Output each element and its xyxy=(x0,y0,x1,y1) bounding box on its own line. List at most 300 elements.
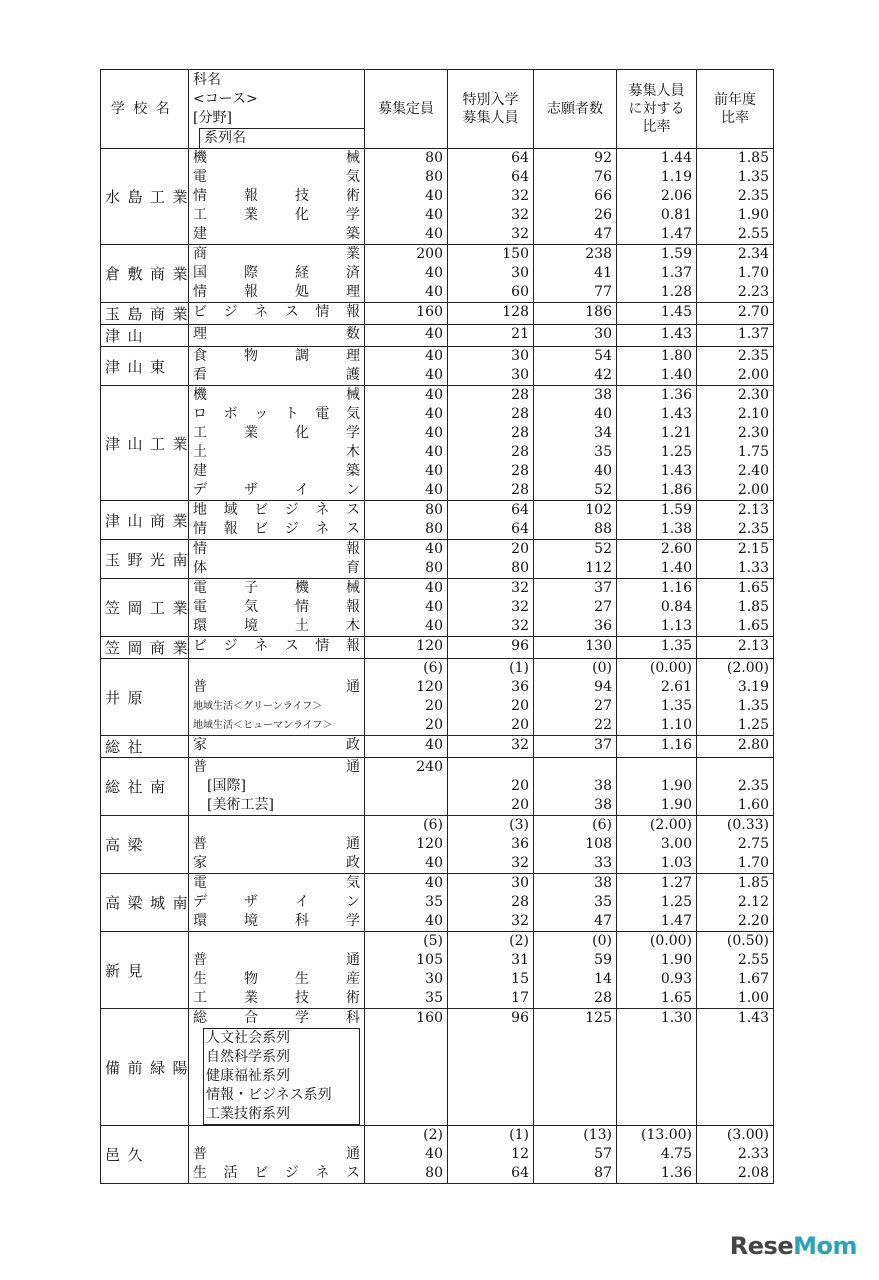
col-sp xyxy=(448,816,534,874)
cell-value: 1.25 xyxy=(660,894,692,910)
course-name xyxy=(193,816,360,835)
cell-value xyxy=(621,1066,692,1085)
course-name: 電 気 xyxy=(193,875,360,891)
cell-value: (2) xyxy=(509,933,529,949)
cell-value: 12 xyxy=(511,1146,529,1162)
cell-value: 1.36 xyxy=(660,387,692,403)
cell-value: 2.35 xyxy=(737,778,769,794)
cell-value xyxy=(701,758,769,777)
header-course-course: <コース> xyxy=(193,90,258,107)
col-app xyxy=(534,501,617,540)
cell-value: 64 xyxy=(511,1165,529,1181)
cell-value: 37 xyxy=(594,737,612,753)
col-prev xyxy=(697,325,774,347)
school-name: 高梁 xyxy=(101,816,189,874)
col-app xyxy=(534,149,617,245)
course-cell xyxy=(189,245,365,303)
cell-value: 88 xyxy=(594,521,612,537)
col-app xyxy=(534,386,617,501)
table-row xyxy=(101,501,774,540)
table-row xyxy=(101,149,774,245)
cell-value: 40 xyxy=(425,367,443,383)
cell-value: 1.19 xyxy=(660,169,692,185)
cell-value: 80 xyxy=(425,1165,443,1181)
table-row xyxy=(101,1126,774,1184)
cell-value xyxy=(621,1028,692,1047)
col-sp xyxy=(448,1126,534,1184)
cell-value: 1.16 xyxy=(660,737,692,753)
col-prev xyxy=(697,386,774,501)
course-name: 普 通 xyxy=(193,759,360,775)
course-name: 健康福祉系列 xyxy=(206,1068,290,1084)
cell-value: 150 xyxy=(502,246,529,262)
cell-value xyxy=(538,1047,612,1066)
cell-value: (5) xyxy=(423,933,443,949)
cell-value xyxy=(701,1085,769,1104)
cell-value: 2.13 xyxy=(737,502,769,518)
col-app xyxy=(534,579,617,637)
cell-value: 30 xyxy=(511,265,529,281)
cell-value xyxy=(452,1028,529,1047)
cell-value xyxy=(621,758,692,777)
col-app xyxy=(534,874,617,932)
col-app xyxy=(534,736,617,758)
col-ratio xyxy=(617,540,697,579)
cell-value: 80 xyxy=(425,169,443,185)
cell-value: 1.70 xyxy=(737,265,769,281)
cell-value: 40 xyxy=(425,463,443,479)
col-ratio xyxy=(617,1009,697,1126)
course-name: 総 合 学 科 xyxy=(193,1010,360,1026)
col-sp xyxy=(448,932,534,1009)
cell-value: 2.13 xyxy=(737,638,769,654)
course-name: 工 業 技 術 xyxy=(193,990,360,1006)
col-ratio xyxy=(617,758,697,816)
col-ratio xyxy=(617,637,697,659)
cell-value: 47 xyxy=(594,913,612,929)
course-name: 環 境 土 木 xyxy=(193,618,360,634)
col-cap xyxy=(365,1126,448,1184)
col-cap xyxy=(365,816,448,874)
cell-value xyxy=(452,1104,529,1123)
cell-value: 1.90 xyxy=(660,952,692,968)
cell-value xyxy=(701,1066,769,1085)
table-row xyxy=(101,659,774,736)
cell-value: (2.00) xyxy=(726,660,769,676)
cell-value xyxy=(538,1066,612,1085)
header-ratio xyxy=(617,70,697,149)
col-ratio xyxy=(617,325,697,347)
col-app xyxy=(534,325,617,347)
cell-value: 40 xyxy=(425,580,443,596)
cell-value: 1.59 xyxy=(660,502,692,518)
cell-value: 80 xyxy=(425,560,443,576)
cell-value xyxy=(538,1028,612,1047)
col-sp xyxy=(448,245,534,303)
course-cell xyxy=(189,874,365,932)
cell-value: 2.60 xyxy=(660,541,692,557)
cell-value: 40 xyxy=(425,265,443,281)
course-name: 建 築 xyxy=(193,226,360,242)
course-name: 食 物 調 理 xyxy=(193,348,360,364)
cell-value: 42 xyxy=(594,367,612,383)
table-row xyxy=(101,579,774,637)
col-cap xyxy=(365,386,448,501)
col-sp xyxy=(448,579,534,637)
course-cell xyxy=(189,149,365,245)
header-row xyxy=(101,70,774,149)
cell-value: 2.12 xyxy=(737,894,769,910)
cell-value: 1.35 xyxy=(737,698,769,714)
cell-value: 2.00 xyxy=(737,367,769,383)
cell-value: 1.25 xyxy=(660,444,692,460)
col-app xyxy=(534,637,617,659)
col-prev xyxy=(697,637,774,659)
cell-value: 2.35 xyxy=(737,348,769,364)
col-prev xyxy=(697,245,774,303)
cell-value: 30 xyxy=(425,971,443,987)
cell-value: 1.16 xyxy=(660,580,692,596)
cell-value: 186 xyxy=(585,304,612,320)
cell-value: 32 xyxy=(511,226,529,242)
cell-value: 80 xyxy=(425,150,443,166)
col-prev xyxy=(697,501,774,540)
school-name: 玉島商業 xyxy=(101,303,189,325)
cell-value: 0.93 xyxy=(660,971,692,987)
cell-value: 80 xyxy=(511,560,529,576)
course-cell xyxy=(189,303,365,325)
cell-value: 40 xyxy=(425,348,443,364)
cell-value: 2.35 xyxy=(737,188,769,204)
cell-value: 40 xyxy=(425,599,443,615)
course-cell xyxy=(189,736,365,758)
cell-value: 17 xyxy=(511,990,529,1006)
course-name: 建 築 xyxy=(193,463,360,479)
cell-value xyxy=(701,1028,769,1047)
cell-value: 33 xyxy=(594,855,612,871)
cell-value: 4.75 xyxy=(660,1146,692,1162)
col-cap xyxy=(365,637,448,659)
resemom-logo xyxy=(730,1232,857,1260)
col-cap xyxy=(365,540,448,579)
cell-value: 32 xyxy=(511,737,529,753)
school-name: 新見 xyxy=(101,932,189,1009)
course-name: ビ ジ ネ ス 情 報 xyxy=(193,638,360,654)
cell-value: 1.43 xyxy=(660,326,692,342)
school-name: 笠岡商業 xyxy=(101,637,189,659)
cell-value: (0.00) xyxy=(649,660,692,676)
header-special-1: 特別入学 xyxy=(462,92,519,108)
table-row xyxy=(101,758,774,816)
cell-value: 1.37 xyxy=(660,265,692,281)
school-name: 津山商業 xyxy=(101,501,189,540)
header-applicants: 志願者数 xyxy=(534,70,617,149)
course-name: 普 通 xyxy=(193,836,360,852)
col-app xyxy=(534,303,617,325)
col-cap xyxy=(365,932,448,1009)
cell-value: (13) xyxy=(583,1127,612,1143)
cell-value: 2.55 xyxy=(737,952,769,968)
cell-value: 40 xyxy=(425,444,443,460)
cell-value: 112 xyxy=(585,560,612,576)
cell-value: 32 xyxy=(511,618,529,634)
col-ratio xyxy=(617,347,697,386)
table-row xyxy=(101,303,774,325)
cell-value: 1.43 xyxy=(660,406,692,422)
cell-value: 32 xyxy=(511,188,529,204)
cell-value: 1.28 xyxy=(660,284,692,300)
cell-value: 28 xyxy=(511,425,529,441)
cell-value: 2.20 xyxy=(737,913,769,929)
cell-value: 1.86 xyxy=(660,482,692,498)
course-name: 情 報 処 理 xyxy=(193,284,360,300)
cell-value: 1.65 xyxy=(737,618,769,634)
course-cell xyxy=(189,579,365,637)
cell-value: 94 xyxy=(594,679,612,695)
cell-value: 2.08 xyxy=(737,1165,769,1181)
school-name: 津山 xyxy=(101,325,189,347)
table-row xyxy=(101,637,774,659)
col-ratio xyxy=(617,245,697,303)
cell-value: 92 xyxy=(594,150,612,166)
cell-value: 1.80 xyxy=(660,348,692,364)
course-name: 人文社会系列 xyxy=(206,1030,290,1046)
col-ratio xyxy=(617,501,697,540)
course-cell xyxy=(189,758,365,816)
col-prev xyxy=(697,816,774,874)
cell-value: (3.00) xyxy=(726,1127,769,1143)
cell-value: 1.65 xyxy=(660,990,692,1006)
cell-value: 40 xyxy=(425,482,443,498)
course-name: 工業技術系列 xyxy=(206,1106,290,1122)
cell-value: 31 xyxy=(511,952,529,968)
cell-value: 1.90 xyxy=(737,207,769,223)
col-prev xyxy=(697,303,774,325)
cell-value: 30 xyxy=(511,367,529,383)
table-row xyxy=(101,932,774,1009)
course-name: 国 際 経 済 xyxy=(193,265,360,281)
course-name: 情報・ビジネス系列 xyxy=(206,1087,332,1103)
cell-value: 96 xyxy=(511,638,529,654)
col-sp xyxy=(448,659,534,736)
cell-value: 1.10 xyxy=(660,717,692,733)
col-sp xyxy=(448,325,534,347)
course-name xyxy=(193,1126,360,1145)
col-cap xyxy=(365,659,448,736)
cell-value: 27 xyxy=(594,698,612,714)
cell-value: 1.47 xyxy=(660,226,692,242)
cell-value: 1.40 xyxy=(660,560,692,576)
cell-value: 20 xyxy=(511,698,529,714)
col-cap xyxy=(365,303,448,325)
cell-value: 28 xyxy=(511,387,529,403)
cell-value: 1.85 xyxy=(737,150,769,166)
school-name: 水島工業 xyxy=(101,149,189,245)
cell-value: 40 xyxy=(594,406,612,422)
header-course xyxy=(189,70,365,149)
cell-value: 32 xyxy=(511,580,529,596)
cell-value: 36 xyxy=(594,618,612,634)
school-name: 津山東 xyxy=(101,347,189,386)
header-course-name: 科名 xyxy=(193,71,221,88)
col-cap xyxy=(365,245,448,303)
col-sp xyxy=(448,736,534,758)
cell-value: 32 xyxy=(511,913,529,929)
course-name: 生 物 生 産 xyxy=(193,971,360,987)
table-row xyxy=(101,347,774,386)
course-name: 普 通 xyxy=(193,1146,360,1162)
col-prev xyxy=(697,1009,774,1126)
cell-value: (0) xyxy=(592,660,612,676)
course-name: 自然科学系列 xyxy=(206,1049,290,1065)
course-name: デ ザ イ ン xyxy=(193,894,360,910)
cell-value: 32 xyxy=(511,207,529,223)
col-ratio xyxy=(617,386,697,501)
course-cell xyxy=(189,637,365,659)
cell-value: 87 xyxy=(594,1165,612,1181)
cell-value: 14 xyxy=(594,971,612,987)
course-name: 電 気 情 報 xyxy=(193,599,360,615)
cell-value: 1.47 xyxy=(660,913,692,929)
cell-value: 2.33 xyxy=(737,1146,769,1162)
table-body xyxy=(101,149,774,1184)
cell-value: 120 xyxy=(416,679,443,695)
course-name: 体 育 xyxy=(193,560,360,576)
cell-value: 36 xyxy=(511,679,529,695)
cell-value: 34 xyxy=(594,425,612,441)
cell-value: 20 xyxy=(511,541,529,557)
cell-value: 3.00 xyxy=(660,836,692,852)
cell-value: (6) xyxy=(592,817,612,833)
course-name: 普 通 xyxy=(193,952,360,968)
cell-value: (2.00) xyxy=(649,817,692,833)
header-prev-2: 比率 xyxy=(721,110,749,126)
col-cap xyxy=(365,149,448,245)
cell-value: 1.13 xyxy=(660,618,692,634)
course-name: 理 数 xyxy=(193,326,360,342)
col-cap xyxy=(365,1009,448,1126)
cell-value: (2) xyxy=(423,1127,443,1143)
cell-value: 1.27 xyxy=(660,875,692,891)
course-name xyxy=(193,659,360,678)
cell-value: 54 xyxy=(594,348,612,364)
cell-value: 160 xyxy=(416,304,443,320)
cell-value: 38 xyxy=(594,875,612,891)
series-list xyxy=(203,1028,360,1125)
cell-value: 1.90 xyxy=(660,797,692,813)
cell-value: 0.84 xyxy=(660,599,692,615)
cell-value: 0.81 xyxy=(660,207,692,223)
col-prev xyxy=(697,579,774,637)
cell-value: 2.80 xyxy=(737,737,769,753)
school-name: 玉野光南 xyxy=(101,540,189,579)
col-sp xyxy=(448,874,534,932)
cell-value: 40 xyxy=(425,326,443,342)
cell-value: 28 xyxy=(511,406,529,422)
cell-value xyxy=(369,1028,443,1047)
course-name: 工 業 化 学 xyxy=(193,207,360,223)
cell-value: 105 xyxy=(416,952,443,968)
cell-value: 28 xyxy=(511,463,529,479)
cell-value: 1.00 xyxy=(737,990,769,1006)
cell-value: 125 xyxy=(585,1010,612,1026)
cell-value: 2.40 xyxy=(737,463,769,479)
cell-value: 40 xyxy=(425,541,443,557)
header-ratio-3: 比率 xyxy=(642,119,671,135)
cell-value xyxy=(452,1066,529,1085)
cell-value: 52 xyxy=(594,541,612,557)
cell-value xyxy=(538,758,612,777)
cell-value: 1.25 xyxy=(737,717,769,733)
cell-value: 40 xyxy=(425,188,443,204)
course-name xyxy=(193,932,360,951)
school-name: 総社南 xyxy=(101,758,189,816)
cell-value: 20 xyxy=(425,698,443,714)
col-sp xyxy=(448,149,534,245)
col-ratio xyxy=(617,874,697,932)
col-prev xyxy=(697,758,774,816)
cell-value: 40 xyxy=(425,207,443,223)
cell-value: 40 xyxy=(425,425,443,441)
course-cell xyxy=(189,540,365,579)
col-app xyxy=(534,932,617,1009)
cell-value: 160 xyxy=(416,1010,443,1026)
header-prev-1: 前年度 xyxy=(714,92,756,108)
cell-value: (6) xyxy=(423,817,443,833)
cell-value: 60 xyxy=(511,284,529,300)
course-name: 地域生活＜グリーンライフ＞ xyxy=(193,701,323,712)
cell-value: 2.23 xyxy=(737,284,769,300)
cell-value: 77 xyxy=(594,284,612,300)
cell-value: 1.60 xyxy=(737,797,769,813)
cell-value: 52 xyxy=(594,482,612,498)
col-ratio xyxy=(617,736,697,758)
cell-value: 59 xyxy=(594,952,612,968)
course-name: 生 活 ビ ジ ネ ス xyxy=(193,1165,360,1181)
cell-value xyxy=(369,1066,443,1085)
cell-value: (13.00) xyxy=(640,1127,692,1143)
table-row xyxy=(101,1009,774,1126)
cell-value: 20 xyxy=(511,717,529,733)
cell-value: 20 xyxy=(425,717,443,733)
course-name: 家 政 xyxy=(193,855,360,871)
course-name: 情 報 技 術 xyxy=(193,188,360,204)
course-name: 普 通 xyxy=(193,679,360,695)
cell-value: 108 xyxy=(585,836,612,852)
cell-value: 57 xyxy=(594,1146,612,1162)
cell-value: 40 xyxy=(425,855,443,871)
col-sp xyxy=(448,386,534,501)
school-name: 笠岡工業 xyxy=(101,579,189,637)
cell-value: 1.43 xyxy=(660,463,692,479)
cell-value: 2.30 xyxy=(737,425,769,441)
cell-value: 1.59 xyxy=(660,246,692,262)
cell-value xyxy=(701,1047,769,1066)
cell-value: 1.30 xyxy=(660,1010,692,1026)
cell-value: 3.19 xyxy=(737,679,769,695)
school-name: 井原 xyxy=(101,659,189,736)
cell-value xyxy=(369,796,443,815)
course-name: [国際] xyxy=(207,778,246,794)
cell-value: 1.43 xyxy=(737,1010,769,1026)
course-name: 機 械 xyxy=(193,387,360,403)
cell-value: 80 xyxy=(425,502,443,518)
course-cell xyxy=(189,501,365,540)
col-prev xyxy=(697,659,774,736)
cell-value: 28 xyxy=(511,894,529,910)
school-name: 津山工業 xyxy=(101,386,189,501)
col-ratio xyxy=(617,932,697,1009)
